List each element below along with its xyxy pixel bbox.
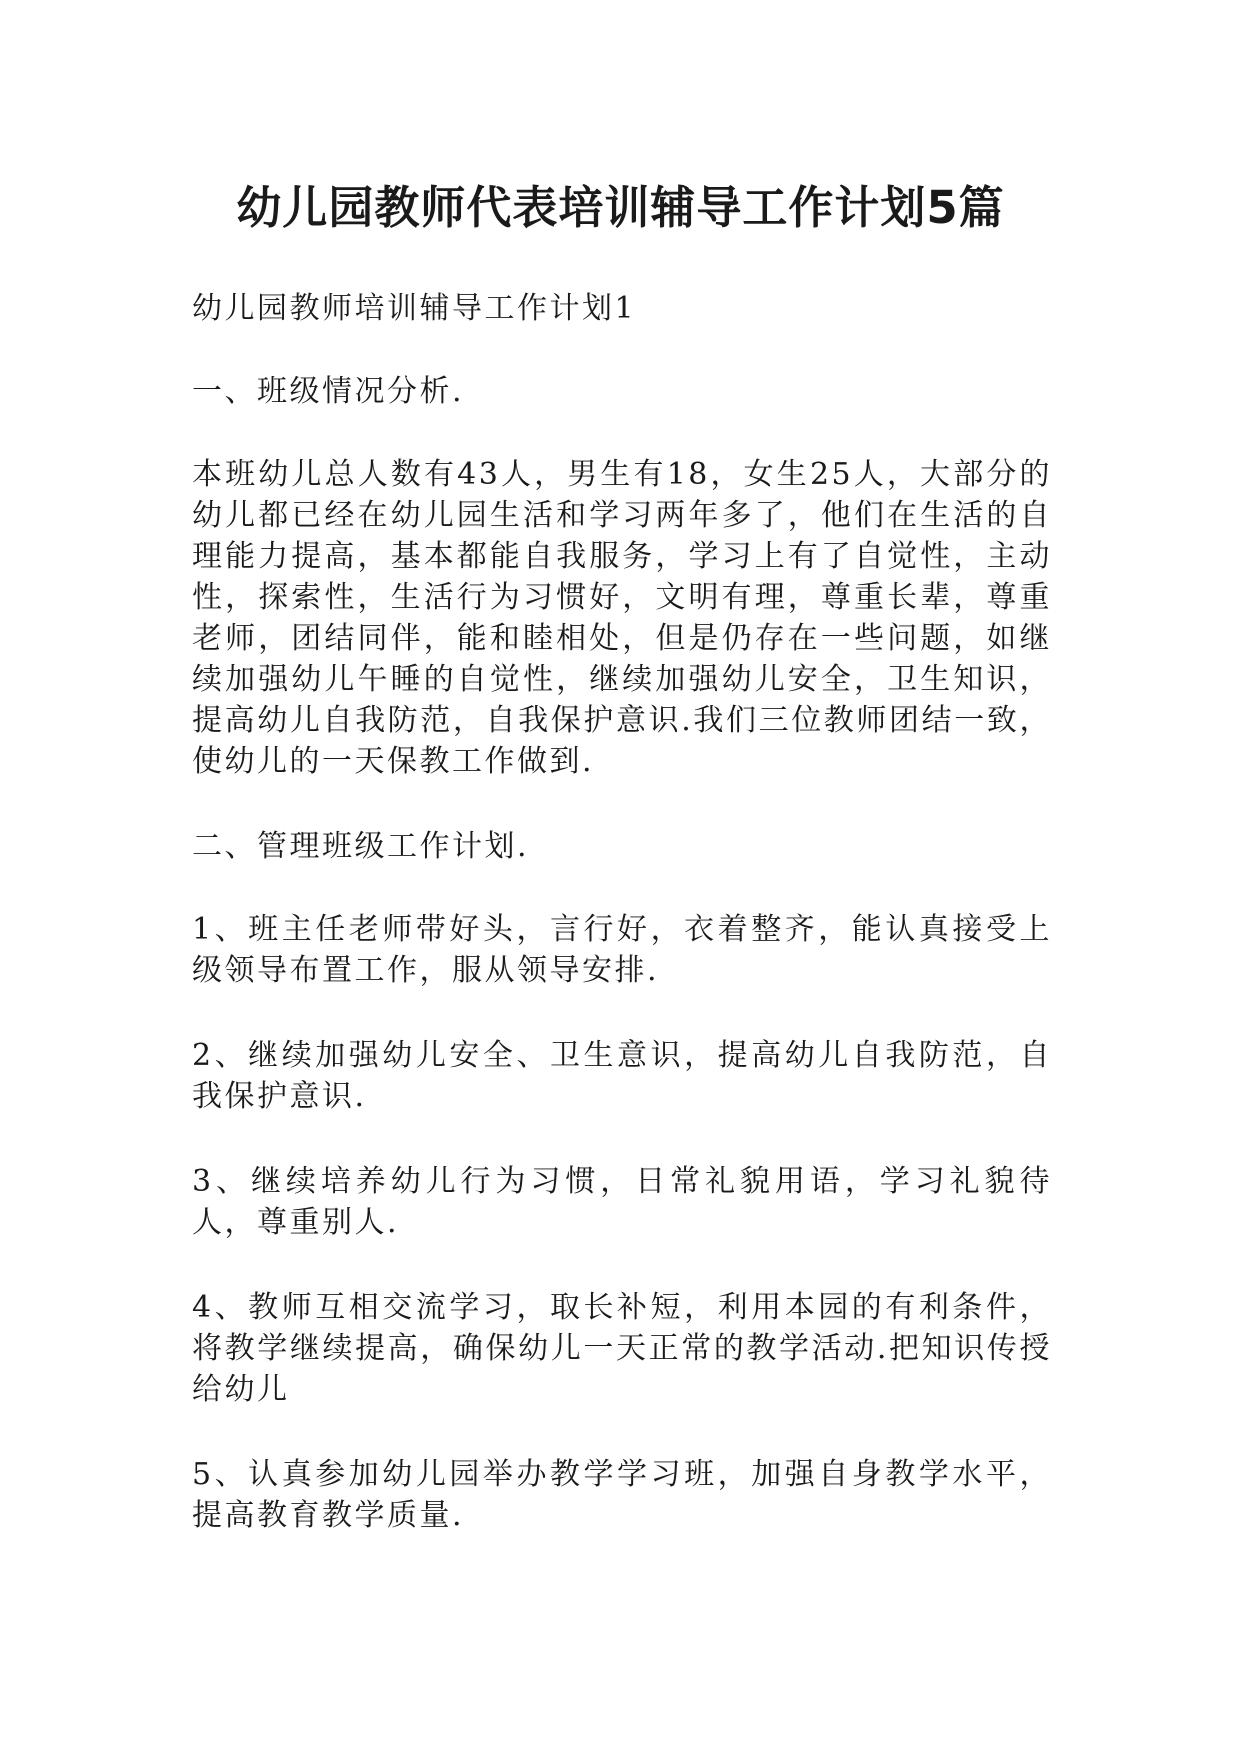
list-item-5: 5、认真参加幼儿园举办教学学习班，加强自身教学水平，提高教育教学质量. bbox=[192, 1457, 1052, 1533]
section-heading-management-plan: 二、管理班级工作计划. bbox=[192, 829, 530, 864]
document-body bbox=[192, 288, 1052, 1580]
list-item-4: 4、教师互相交流学习，取长补短，利用本园的有利条件，将教学继续提高，确保幼儿一天正常的教学活动.把知识传授给幼儿 bbox=[192, 1290, 1052, 1407]
document-title: 幼儿园教师代表培训辅导工作计划5篇 bbox=[236, 181, 1005, 234]
section-subtitle: 幼儿园教师培训辅导工作计划1 bbox=[192, 291, 637, 326]
list-item-3: 3、继续培养幼儿行为习惯，日常礼貌用语，学习礼貌待人，尊重别人. bbox=[192, 1164, 1052, 1240]
paragraph-class-analysis: 本班幼儿总人数有43人，男生有18，女生25人，大部分的幼儿都已经在幼儿园生活和学习两年多了，他们在生活的自理能力提高，基本都能自我服务，学习上有了自觉性，主动性，探索性，生活行为习惯好，文明有理，尊重长辈，尊重老师，团结同伴，能和睦相处，但是仍存在一些问题，如继续加强幼儿午睡的自觉性，继续加强幼儿安全，卫生知识，提高幼儿自我防范，自我保护意识.我们三位教师团结一致，使幼儿的一天保教工作做到. bbox=[192, 457, 1052, 779]
section-heading-class-analysis: 一、班级情况分析. bbox=[192, 374, 465, 409]
list-item-1: 1、班主任老师带好头，言行好，衣着整齐，能认真接受上级领导布置工作，服从领导安排. bbox=[192, 912, 1052, 988]
list-item-2: 2、继续加强幼儿安全、卫生意识，提高幼儿自我防范，自我保护意识. bbox=[192, 1038, 1052, 1114]
